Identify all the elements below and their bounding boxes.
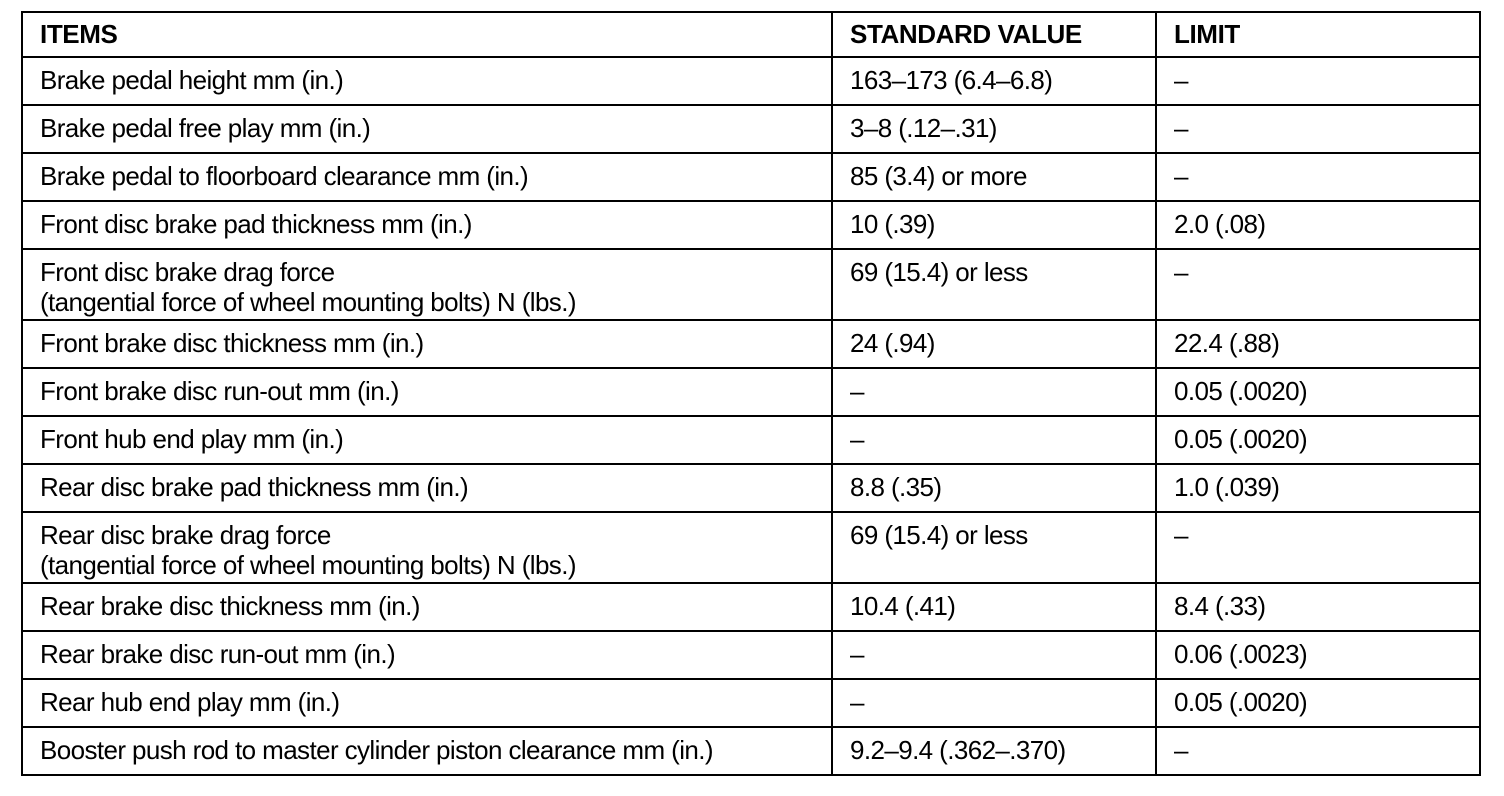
- table-row: [22, 153, 1480, 201]
- standard-value-cell: 24 (.94): [832, 320, 1156, 368]
- limit-cell: 0.05 (.0020): [1156, 416, 1480, 464]
- item-cell: Rear disc brake pad thickness mm (in.): [22, 464, 832, 512]
- item-cell: Brake pedal free play mm (in.): [22, 105, 832, 153]
- brake-specifications-table: [21, 11, 1481, 776]
- item-cell: Rear brake disc run-out mm (in.): [22, 631, 832, 679]
- limit-cell: 0.05 (.0020): [1156, 368, 1480, 416]
- standard-value-cell: –: [832, 631, 1156, 679]
- table-row: [22, 368, 1480, 416]
- limit-cell: 0.05 (.0020): [1156, 679, 1480, 727]
- standard-value-cell: 8.8 (.35): [832, 464, 1156, 512]
- table-body: [22, 57, 1480, 775]
- table-row: [22, 727, 1480, 775]
- limit-cell: –: [1156, 105, 1480, 153]
- item-cell: Rear disc brake drag force (tangential force of wheel mounting bolts) N (lbs.): [22, 512, 832, 583]
- table-row: [22, 201, 1480, 249]
- limit-cell: –: [1156, 153, 1480, 201]
- standard-value-cell: 3–8 (.12–.31): [832, 105, 1156, 153]
- limit-cell: 2.0 (.08): [1156, 201, 1480, 249]
- table-row: [22, 416, 1480, 464]
- standard-value-cell: 9.2–9.4 (.362–.370): [832, 727, 1156, 775]
- header-limit: LIMIT: [1156, 12, 1480, 57]
- table-row: [22, 57, 1480, 105]
- table-row: [22, 583, 1480, 631]
- standard-value-cell: –: [832, 368, 1156, 416]
- table-header: [22, 12, 1480, 57]
- table-row: [22, 631, 1480, 679]
- item-cell: Front disc brake pad thickness mm (in.): [22, 201, 832, 249]
- item-cell: Front brake disc thickness mm (in.): [22, 320, 832, 368]
- item-cell: Front disc brake drag force (tangential force of wheel mounting bolts) N (lbs.): [22, 249, 832, 320]
- table-row: [22, 512, 1480, 583]
- limit-cell: 22.4 (.88): [1156, 320, 1480, 368]
- limit-cell: –: [1156, 512, 1480, 583]
- table-row: [22, 320, 1480, 368]
- standard-value-cell: 163–173 (6.4–6.8): [832, 57, 1156, 105]
- standard-value-cell: –: [832, 679, 1156, 727]
- header-row: [22, 12, 1480, 57]
- limit-cell: 8.4 (.33): [1156, 583, 1480, 631]
- table-row: [22, 105, 1480, 153]
- limit-cell: –: [1156, 57, 1480, 105]
- item-cell: Brake pedal to floorboard clearance mm (in.): [22, 153, 832, 201]
- table-row: [22, 464, 1480, 512]
- table-row: [22, 249, 1480, 320]
- item-cell: Front brake disc run-out mm (in.): [22, 368, 832, 416]
- limit-cell: –: [1156, 727, 1480, 775]
- item-cell: Front hub end play mm (in.): [22, 416, 832, 464]
- standard-value-cell: 69 (15.4) or less: [832, 512, 1156, 583]
- standard-value-cell: 10 (.39): [832, 201, 1156, 249]
- standard-value-cell: 10.4 (.41): [832, 583, 1156, 631]
- limit-cell: –: [1156, 249, 1480, 320]
- limit-cell: 0.06 (.0023): [1156, 631, 1480, 679]
- table-row: [22, 679, 1480, 727]
- header-standard-value: STANDARD VALUE: [832, 12, 1156, 57]
- standard-value-cell: 69 (15.4) or less: [832, 249, 1156, 320]
- item-cell: Rear hub end play mm (in.): [22, 679, 832, 727]
- header-items: ITEMS: [22, 12, 832, 57]
- item-cell: Booster push rod to master cylinder piston clearance mm (in.): [22, 727, 832, 775]
- standard-value-cell: –: [832, 416, 1156, 464]
- standard-value-cell: 85 (3.4) or more: [832, 153, 1156, 201]
- item-cell: Rear brake disc thickness mm (in.): [22, 583, 832, 631]
- item-cell: Brake pedal height mm (in.): [22, 57, 832, 105]
- limit-cell: 1.0 (.039): [1156, 464, 1480, 512]
